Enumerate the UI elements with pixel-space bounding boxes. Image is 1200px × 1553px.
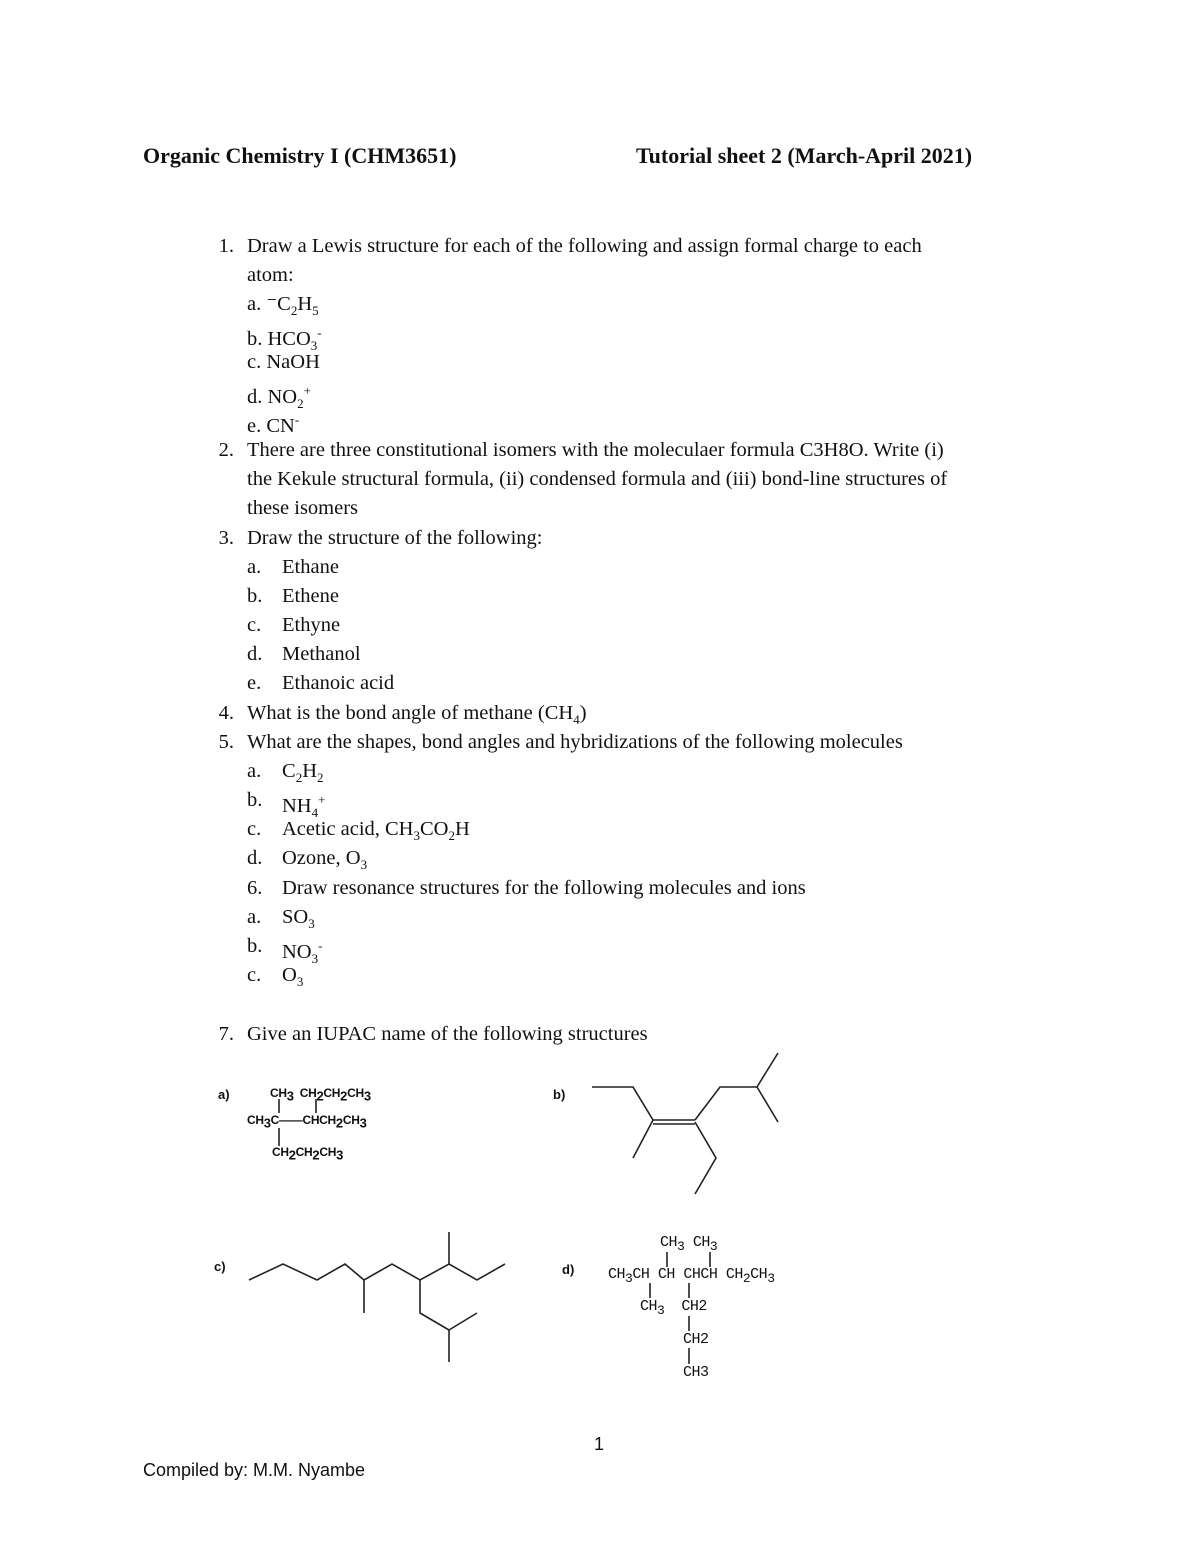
structure-a-row3: $CH_2CH_2CH_3$ [272, 1145, 344, 1163]
structure-b-label: b) [553, 1087, 566, 1102]
question-2-line2: the Kekule structural formula, (ii) condensed formula and (iii) bond-line structures of [247, 468, 948, 490]
structure-d-main-chain: $CH_3CH$ CH CHCH $CH_2CH_3$ [608, 1266, 775, 1286]
structure-d-top: $CH_3$ $CH_3$ [660, 1234, 718, 1254]
structure-d-label: d) [562, 1262, 575, 1277]
course-title: Organic Chemistry I (CHM3651) [143, 143, 457, 168]
compiled-by: Compiled by: M.M. Nyambe [143, 1460, 366, 1480]
question-2-line3: these isomers [247, 497, 359, 519]
question-1-cont: atom: [247, 264, 294, 286]
structure-c-label: c) [214, 1259, 226, 1274]
q1-item-c: c. NaOH [247, 351, 320, 373]
structure-d-branch-row3: CH3 [683, 1364, 709, 1381]
structure-d-branch-row2: CH2 [683, 1331, 709, 1348]
q1-item-a: a. $^-C_2H_5$ [247, 293, 319, 319]
q1-item-b: b. $HCO_3^-$ [247, 325, 322, 353]
structure-b-skeleton [592, 1053, 778, 1194]
page-number: 1 [594, 1434, 605, 1454]
q1-item-d: d. $NO_2^+$ [247, 383, 311, 411]
structure-d-branch-row1: $CH_3$ CH2 [640, 1298, 707, 1318]
structure-a-row1: $CH_3$ $CH_2CH_2CH_3$ [270, 1086, 371, 1104]
structure-a-label: a) [218, 1087, 230, 1102]
q1-item-e: e. CN- [247, 412, 300, 437]
sheet-title: Tutorial sheet 2 (March-April 2021) [636, 143, 973, 168]
structure-c-skeleton [249, 1232, 505, 1362]
structure-a-row2: $CH_3C——CHCH_2CH_3$ [247, 1113, 367, 1131]
